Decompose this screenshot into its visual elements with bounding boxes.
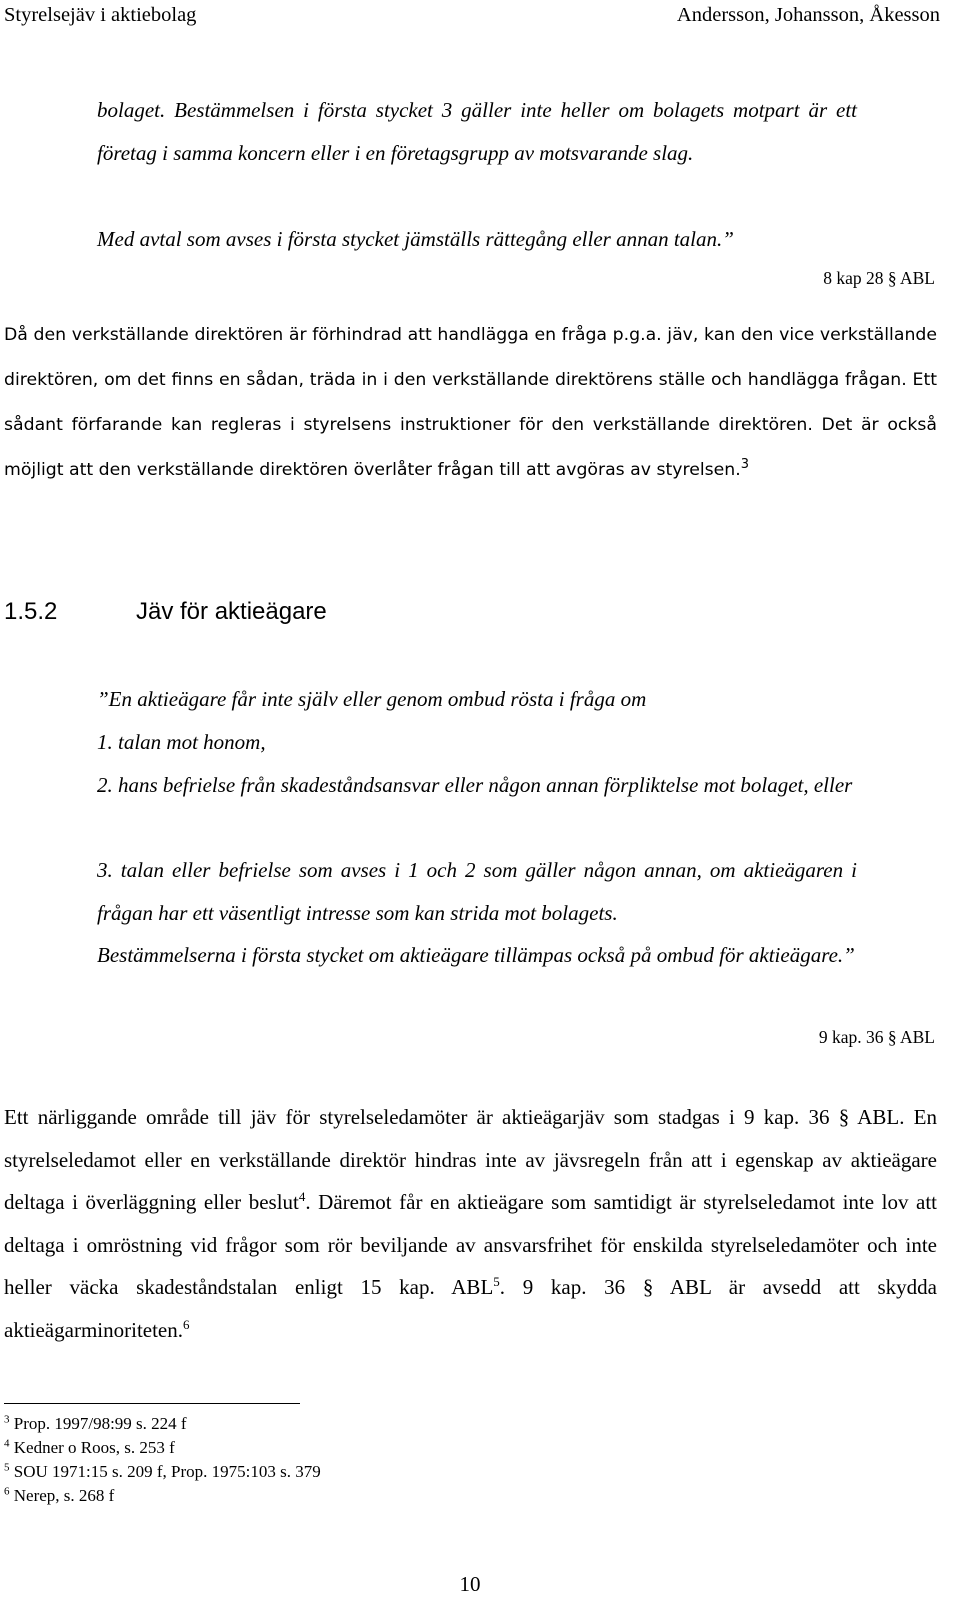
paragraph-text: Då den verkställande direktören är förhindrad att handlägga en fråga p.g.a. jäv, kan den vice verkställande direktören, om det finns en sådan, träda in i den verkställande direktörens ställe och handlägga frågan. Ett sådant förfarande kan regleras i styrelsens instruktioner för den verkställande direktören. Det är också möjligt att den verkställande direktören överlåter frågan till att avgöras av styrelsen. <box>4 325 937 480</box>
footnote-text: SOU 1971:15 s. 209 f, Prop. 1975:103 s. 379 <box>9 1462 321 1481</box>
quote-intro: ”En aktieägare får inte själv eller genom ombud rösta i fråga om <box>97 687 647 711</box>
quote-citation: 8 kap 28 § ABL <box>823 268 935 288</box>
section-number: 1.5.2 <box>4 598 58 625</box>
running-header-authors: Andersson, Johansson, Åkesson <box>676 4 940 26</box>
paragraph-text: . Däremot får en aktieägare som samtidigt är styrelseledamot inte lov att deltaga i omröstning vid frågor som rör beviljande av ansvarsfrihet för enskilda styrelseledamöter och inte heller väcka skadeståndstalan enligt 15 kap. ABL <box>4 1190 937 1299</box>
quote-line: Med avtal som avses i första stycket jämställs rättegång eller annan talan.” <box>97 227 734 251</box>
paragraph-text: . 9 kap. 36 § ABL är avsedd att skydda aktieägarminoriteten. <box>4 1275 937 1342</box>
footnote-text: Kedner o Roos, s. 253 f <box>9 1438 175 1457</box>
footnote <box>4 1486 114 1506</box>
section-title: Jäv för aktieägare <box>136 598 327 625</box>
quote-item-1: 1. talan mot honom, <box>97 730 266 754</box>
footnote-ref: 4 <box>298 1189 306 1204</box>
footnote-number: 4 <box>4 1437 10 1450</box>
footnote-ref: 6 <box>183 1316 190 1332</box>
body-paragraph <box>4 313 937 493</box>
footnote-ref: 5 <box>493 1274 500 1289</box>
footnote-ref: 3 <box>740 457 750 473</box>
body-paragraph-2 <box>4 1096 937 1351</box>
footnote-number: 5 <box>4 1461 10 1474</box>
footnote <box>4 1462 321 1482</box>
page-number: 10 <box>459 1572 481 1596</box>
footnote-text: Prop. 1997/98:99 s. 224 f <box>9 1414 187 1433</box>
footnote-number: 6 <box>4 1485 10 1498</box>
quote-item-2: 2. hans befrielse från skadeståndsansvar eller någon annan förpliktelse mot bolaget, eller <box>97 773 853 797</box>
footnote <box>4 1414 187 1434</box>
quote-continuation: bolaget. Bestämmelsen i första stycket 3 gäller inte heller om bolagets motpart är ett företag i samma koncern eller i en företagsgrupp av motsvarande slag. <box>97 98 857 165</box>
section-heading <box>4 598 327 626</box>
quote-closing: Bestämmelserna i första stycket om aktieägare tillämpas också på ombud för aktieägare.” <box>97 943 855 967</box>
footnote-number: 3 <box>4 1413 10 1426</box>
quote-citation-2: 9 kap. 36 § ABL <box>818 1027 935 1047</box>
quote-item-3: 3. talan eller befrielse som avses i 1 och 2 som gäller någon annan, om aktieägaren i frågan har ett väsentligt intresse som kan strida mot bolagets. <box>97 858 857 925</box>
footnote-text: Nerep, s. 268 f <box>9 1486 115 1505</box>
footnote <box>4 1438 175 1458</box>
running-header-title: Styrelsejäv i aktiebolag <box>4 4 197 26</box>
paragraph-text: Ett närliggande område till jäv för styrelseledamöter är aktieägarjäv som stadgas i 9 kap. 36 § ABL. En styrelseledamot eller en verkställande direktör hindras inte av jävsregeln från att i egenskap av aktieägare deltaga i överläggning eller beslut <box>4 1105 937 1214</box>
footnote-separator <box>4 1403 300 1404</box>
